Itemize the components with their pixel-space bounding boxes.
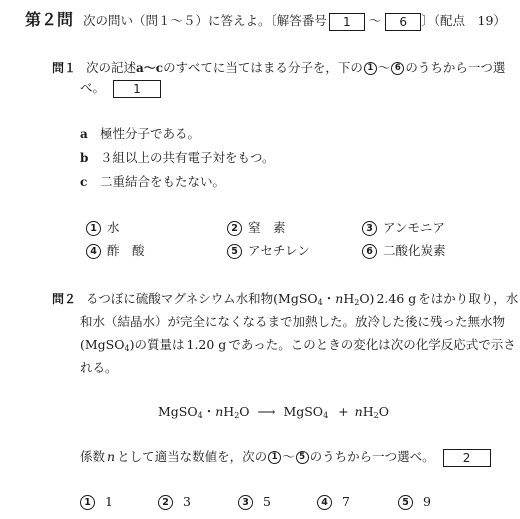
q2-line3 — [80, 335, 516, 353]
subscript: 2 — [234, 411, 240, 420]
circled-6-icon: 6 — [391, 62, 404, 75]
section-header — [25, 10, 506, 31]
q2-text-6: れる。 — [80, 360, 118, 375]
q1-option-2[interactable] — [227, 218, 286, 236]
q2-option-2[interactable] — [158, 494, 191, 510]
points-text: 〕（配点 19） — [421, 13, 506, 28]
q2-line2 — [80, 312, 505, 330]
variable-n: n — [107, 449, 116, 464]
q2-option-5[interactable] — [398, 494, 431, 510]
q2-text-2: をはかり取り，水 — [418, 291, 519, 306]
formula-dot: ・ — [322, 291, 336, 306]
q2-line4 — [80, 358, 118, 376]
subscript: 4 — [124, 344, 130, 353]
option-label: 窒 素 — [248, 220, 286, 235]
q2-option-1[interactable] — [80, 494, 113, 510]
q1-statement-range: a～c — [136, 61, 164, 75]
formula: ) — [129, 337, 135, 352]
q1-text-4: べ。 — [80, 80, 106, 95]
variable-n: n — [335, 291, 344, 306]
option-label: 9 — [423, 494, 431, 509]
q1-statement-a — [80, 124, 200, 142]
q1-text-2: のすべてに当てはまる分子を，下の — [163, 60, 363, 75]
q2-option-4[interactable] — [317, 494, 350, 510]
subscript: 2 — [354, 298, 360, 307]
q1-option-3[interactable] — [362, 218, 445, 236]
option-label: 3 — [183, 494, 191, 509]
option-label: 1 — [105, 494, 113, 509]
formula: MgSO — [283, 404, 324, 419]
reaction-arrow-icon: ⟶ — [257, 404, 276, 419]
option-label: 5 — [263, 494, 271, 509]
formula: O — [239, 404, 250, 419]
section-title: 第２問 — [25, 10, 74, 29]
circled-6-icon: 6 — [362, 244, 377, 259]
option-label: 二酸化炭素 — [383, 243, 446, 258]
q1-option-6[interactable] — [362, 241, 446, 259]
q1-line1 — [52, 58, 505, 76]
q2-ask-text-3: のうちから一つ選べ。 — [309, 449, 435, 464]
statement-text: ３組以上の共有電子対をもつ。 — [100, 150, 275, 165]
option-label: 酢 酸 — [107, 243, 145, 258]
q1-answer-box: 1 — [113, 80, 161, 98]
circled-1-icon: 1 — [86, 221, 101, 236]
q1-text-3: のうちから一つ選 — [405, 60, 506, 75]
formula: O — [378, 404, 389, 419]
range-separator: ～ — [368, 13, 382, 28]
q1-statement-b — [80, 148, 275, 166]
q2-ask-text-2: として適当な数値を，次の — [117, 449, 268, 464]
formula: (MgSO — [80, 337, 125, 352]
q2-text-5: であった。このときの変化は次の化学反応式で示さ — [228, 337, 516, 352]
tilde: ～ — [282, 449, 295, 464]
answer-number-box-end: 6 — [385, 13, 421, 31]
statement-text: 極性分子である。 — [100, 126, 201, 141]
variable-n: n — [215, 404, 224, 419]
q2-answer-box: 2 — [443, 449, 491, 467]
subscript: 4 — [317, 298, 323, 307]
option-label: アンモニア — [383, 220, 446, 235]
circled-2-icon: 2 — [227, 221, 242, 236]
formula-dot: ・ — [202, 404, 216, 419]
q2-text-4: の質量は — [134, 337, 185, 352]
tilde: ～ — [377, 60, 391, 75]
option-label: 7 — [342, 494, 350, 509]
circled-4-icon: 4 — [317, 495, 332, 510]
circled-5-icon: 5 — [398, 495, 413, 510]
statement-key: b — [80, 151, 89, 165]
circled-5-icon: 5 — [227, 244, 242, 259]
subscript: 4 — [323, 411, 329, 420]
circled-1-icon: 1 — [268, 451, 281, 464]
q1-option-1[interactable] — [86, 218, 120, 236]
q1-line2 — [80, 78, 161, 98]
answer-number-box-start: 1 — [329, 13, 365, 31]
formula: H — [343, 291, 355, 306]
q1-option-4[interactable] — [86, 241, 145, 259]
variable-n: n — [354, 404, 363, 419]
statement-key: c — [80, 175, 88, 189]
circled-1-icon: 1 — [364, 62, 377, 75]
q1-statement-c — [80, 172, 225, 190]
formula: H — [362, 404, 374, 419]
subscript: 4 — [197, 411, 203, 420]
section-instruction: 次の問い（問１～５）に答えよ。〔解答番号 — [83, 13, 327, 28]
mass-value: 2.46 g — [376, 291, 417, 306]
plus-sign: + — [338, 404, 349, 419]
q2-ask-line — [80, 447, 491, 467]
statement-key: a — [80, 127, 88, 141]
circled-4-icon: 4 — [86, 244, 101, 259]
q2-label: 問２ — [52, 292, 77, 306]
q1-text: 次の記述 — [86, 60, 137, 75]
formula: (MgSO — [273, 291, 318, 306]
formula: H — [223, 404, 235, 419]
circled-3-icon: 3 — [362, 221, 377, 236]
chemical-equation — [158, 402, 389, 420]
q1-option-5[interactable] — [227, 241, 310, 259]
circled-1-icon: 1 — [80, 495, 95, 510]
formula: MgSO — [158, 404, 198, 419]
subscript: 2 — [373, 411, 379, 420]
q2-line1 — [52, 289, 518, 307]
q1-label: 問１ — [52, 61, 77, 75]
circled-3-icon: 3 — [238, 495, 253, 510]
mass-value: 1.20 g — [186, 337, 227, 352]
formula: O) — [359, 291, 375, 306]
q2-text: るつぼに硫酸マグネシウム水和物 — [86, 291, 274, 306]
q2-option-3[interactable] — [238, 494, 271, 510]
circled-5-icon: 5 — [296, 451, 309, 464]
q2-text-3: 和水（結晶水）が完全になくなるまで加熱した。放冷した後に残った無水物 — [80, 314, 506, 329]
option-label: アセチレン — [248, 243, 310, 258]
statement-text: 二重結合をもたない。 — [100, 174, 226, 189]
option-label: 水 — [107, 220, 120, 235]
circled-2-icon: 2 — [158, 495, 173, 510]
q2-ask-text: 係数 — [80, 449, 106, 464]
